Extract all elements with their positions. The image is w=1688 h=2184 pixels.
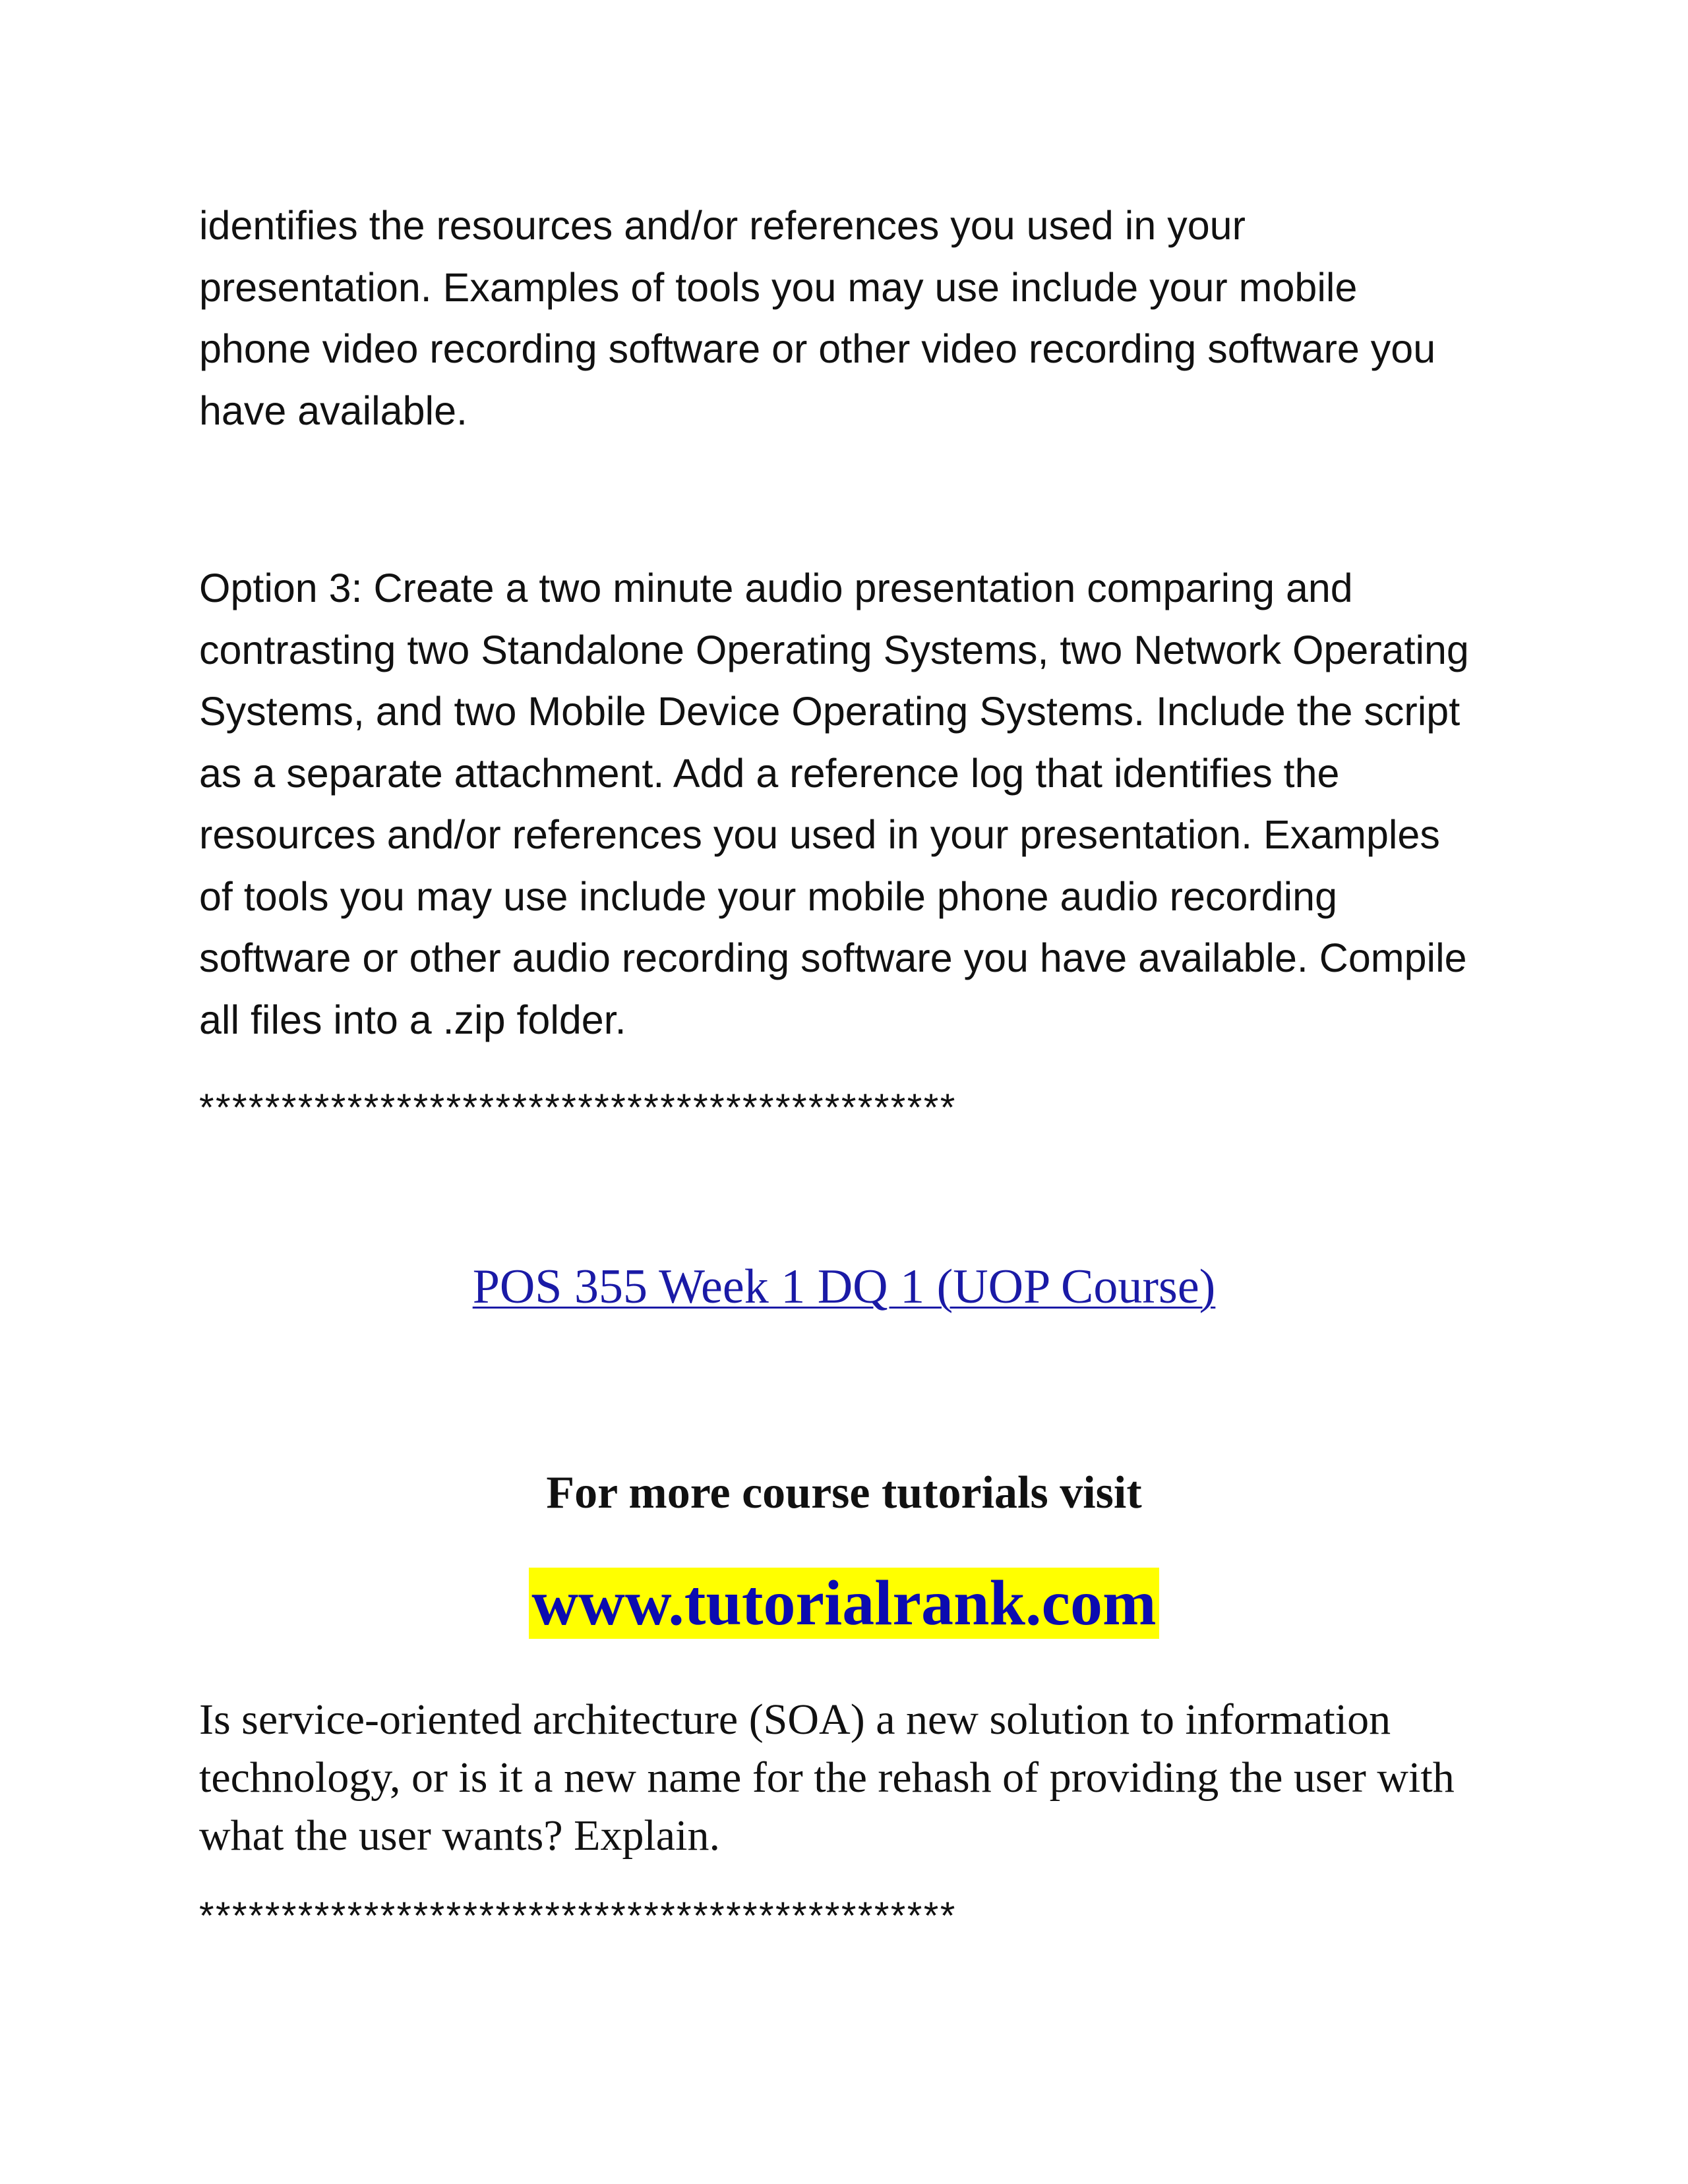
text-line: software or other audio recording software you have available. Compile xyxy=(199,935,1467,980)
course-heading xyxy=(0,1259,1688,1315)
text-line: Systems, and two Mobile Device Operating Systems. Include the script xyxy=(199,689,1461,734)
asterisk-separator: ********************************************** xyxy=(199,1895,957,1937)
text-line: identifies the resources and/or references you used in your xyxy=(199,203,1246,248)
paragraph-intro xyxy=(199,195,1524,442)
promo-url-link[interactable]: www.tutorialrank.com xyxy=(529,1568,1159,1639)
text-line: have available. xyxy=(199,388,467,433)
discussion-question xyxy=(199,1691,1524,1865)
promo-url-line xyxy=(0,1568,1688,1640)
promo-heading: For more course tutorials visit xyxy=(546,1467,1142,1518)
text-line: Option 3: Create a two minute audio presentation comparing and xyxy=(199,566,1353,610)
text-line: what the user wants? Explain. xyxy=(199,1812,720,1860)
text-line: of tools you may use include your mobile phone audio recording xyxy=(199,873,1337,919)
text-line: presentation. Examples of tools you may use include your mobile xyxy=(199,264,1358,310)
course-link[interactable]: POS 355 Week 1 DQ 1 (UOP Course) xyxy=(472,1260,1216,1314)
text-line: technology, or is it a new name for the rehash of providing the user with xyxy=(199,1754,1455,1802)
text-line: as a separate attachment. Add a reference log that identifies the xyxy=(199,750,1340,796)
text-line: phone video recording software or other video recording software you xyxy=(199,326,1436,371)
text-line: resources and/or references you used in your presentation. Examples xyxy=(199,812,1440,857)
text-line: all files into a .zip folder. xyxy=(199,997,626,1042)
asterisk-separator: ********************************************** xyxy=(199,1086,957,1129)
text-line: contrasting two Standalone Operating Systems, two Network Operating xyxy=(199,627,1469,672)
text-line: Is service-oriented architecture (SOA) a new solution to information xyxy=(199,1696,1391,1744)
paragraph-option-3 xyxy=(199,558,1524,1051)
